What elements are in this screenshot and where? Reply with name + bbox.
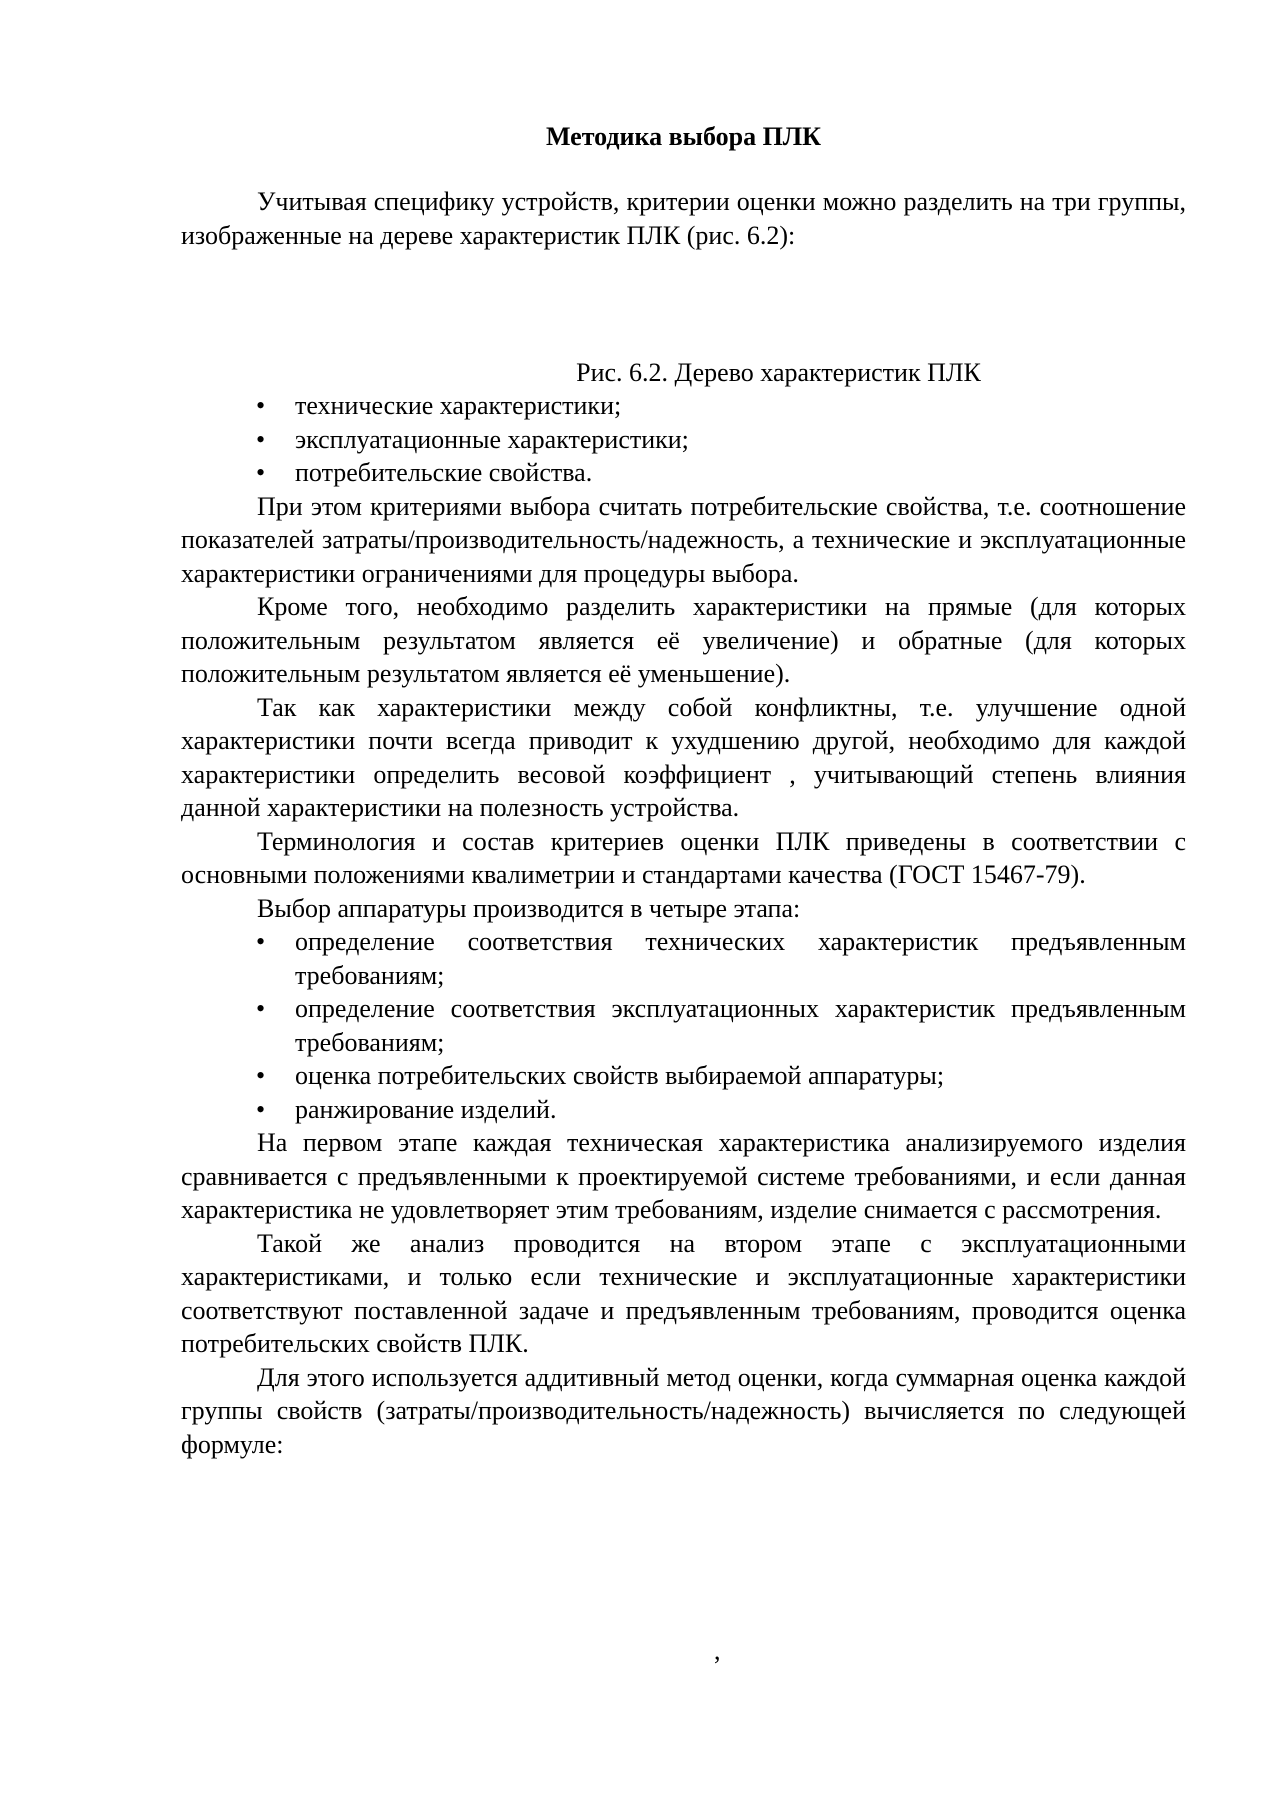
stages-list [181, 925, 1186, 1126]
formula-placeholder: , [714, 1636, 721, 1665]
bullet-icon: • [256, 927, 266, 956]
list-item: • потребительские свойства. [181, 456, 1186, 490]
list-item: • ранжирование изделий. [181, 1093, 1186, 1127]
paragraph-stages-intro: Выбор аппаратуры производится в четыре этапа: [257, 893, 801, 923]
paragraph-criteria: При этом критериями выбора считать потребительские свойства, т.е. соотношение показателей затраты/производительность/надежность, а технические и эксплуатационные характеристики ограничениями для процедуры выбора. [181, 491, 1186, 588]
paragraph-stage-two: Такой же анализ проводится на втором этапе с эксплуатационными характеристиками, и только если технические и эксплуатационные характеристики соответствуют поставленной задаче и предъявленным требованиям, проводится оценка потребительских свойств ПЛК. [181, 1228, 1186, 1358]
body-block [181, 389, 1186, 1461]
list-item: • определение соответствия технических характеристик предъявленным требованиям; [256, 927, 1186, 990]
figure-caption: Рис. 6.2. Дерево характеристик ПЛК [576, 358, 981, 387]
bullet-icon: • [256, 1094, 266, 1124]
list-item: • определение соответствия эксплуатационных характеристик предъявленным требованиям; [256, 994, 1186, 1057]
bullet-icon: • [256, 391, 266, 420]
paragraph-additive-method: Для этого используется аддитивный метод оценки, когда суммарная оценка каждой группы свойств (затраты/производительность/надежность) вычисляется по следующей формуле: [181, 1362, 1186, 1459]
bullet-icon: • [256, 1061, 266, 1090]
paragraph-weights: Так как характеристики между собой конфликтны, т.е. улучшение одной характеристики почти всегда приводит к ухудшению другой, необходимо для каждой характеристики определить весовой коэффициент , учитывающий степень влияния данной характеристики на полезность устройства. [181, 692, 1186, 822]
list-item: • оценка потребительских свойств выбираемой аппаратуры; [181, 1059, 1186, 1093]
list-item: • эксплуатационные характеристики; [181, 423, 1186, 457]
list-item: • технические характеристики; [181, 389, 1186, 423]
page-title: Методика выбора ПЛК [545, 122, 822, 151]
intro-block [181, 185, 1186, 252]
bullet-icon: • [256, 994, 266, 1023]
bullet-icon: • [256, 424, 266, 454]
intro-paragraph: Учитывая специфику устройств, критерии оценки можно разделить на три группы, изображенные на дереве характеристик ПЛК (рис. 6.2): [181, 187, 1186, 250]
paragraph-direct-inverse: Кроме того, необходимо разделить характеристики на прямые (для которых положительным результатом является её увеличение) и обратные (для которых положительным результатом является её уменьшение). [181, 592, 1186, 688]
paragraph-stage-one: На первом этапе каждая техническая характеристика анализируемого изделия сравнивается с предъявленными к проектируемой системе требованиями, и если данная характеристика не удовлетворяет этим требованиям, изделие снимается с рассмотрения. [181, 1128, 1186, 1224]
paragraph-terminology: Терминология и состав критериев оценки ПЛК приведены в соответствии с основными положениями квалиметрии и стандартами качества (ГОСТ 15467-79). [181, 826, 1186, 889]
bullet-icon: • [256, 458, 266, 487]
groups-list [181, 389, 1186, 490]
